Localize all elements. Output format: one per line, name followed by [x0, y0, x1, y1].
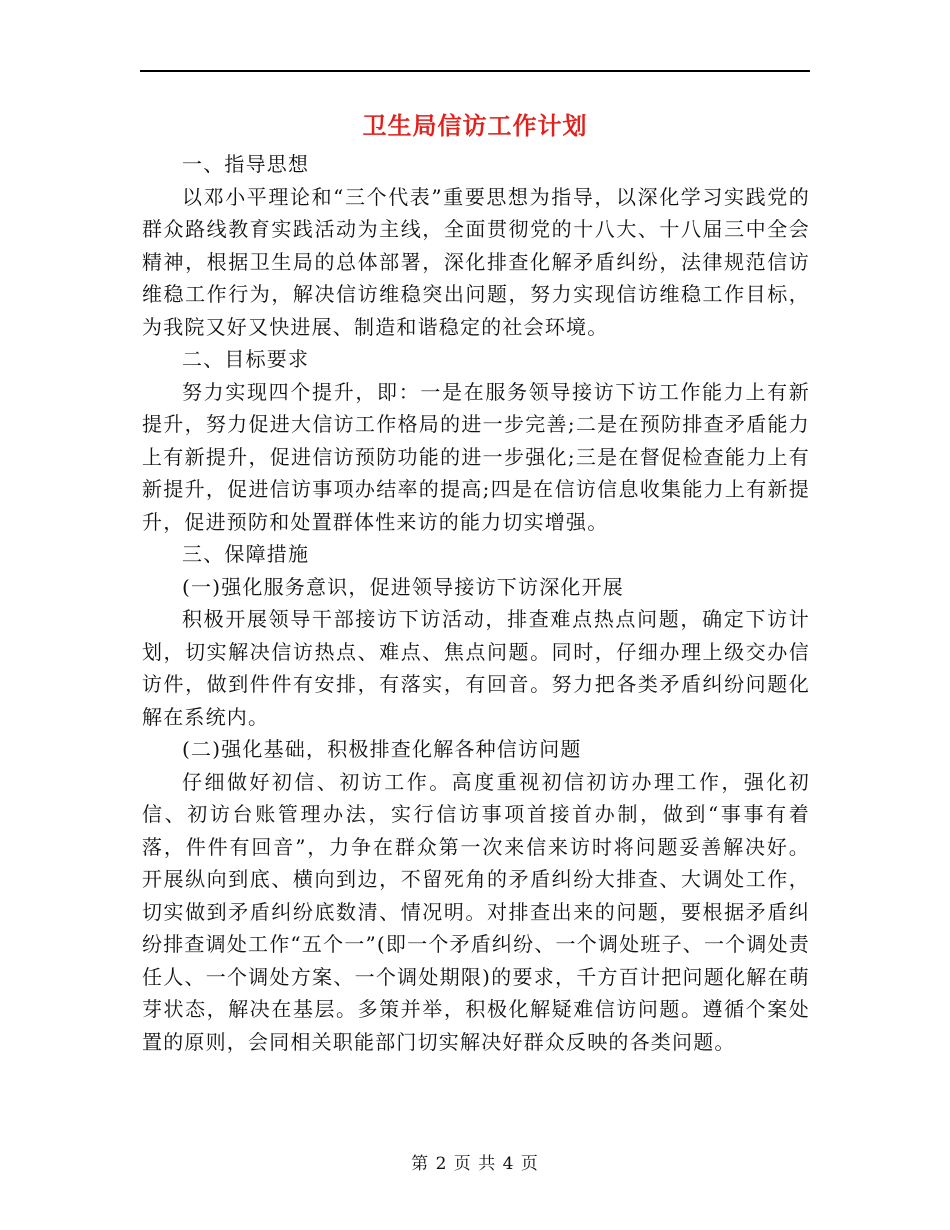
section-heading-guiding-ideology: 一、指导思想	[182, 152, 310, 176]
subheading-service-awareness: (一)强化服务意识，促进领导接访下访深化开展	[182, 574, 625, 599]
header-rule	[140, 70, 810, 72]
paragraph-guiding-ideology: 以邓小平理论和“三个代表”重要思想为指导，以深化学习实践党的群众路线教育实践活动为主线，全面贯彻党的十八大、十八届三中全会精神，根据卫生局的总体部署，深化排查化解矛盾纠纷，法律规范信访维稳工作行为，解决信访维稳突出问题，努力实现信访维稳工作目标，为我院又好又快进展、制造和谐稳定的社会环境。	[142, 184, 810, 339]
section-heading-measures: 三、保障措施	[182, 542, 310, 566]
subheading-strengthen-basics: (二)强化基础，积极排查化解各种信访问题	[182, 737, 582, 761]
paragraph-service-awareness: 积极开展领导干部接访下访活动，排查难点热点问题，确定下访计划，切实解决信访热点、难点、焦点问题。同时，仔细办理上级交办信访件，做到件件有安排，有落实，有回音。努力把各类矛盾纠纷问题化解在系统内。	[142, 607, 810, 729]
section-heading-goals: 二、目标要求	[182, 347, 310, 371]
paragraph-goals: 努力实现四个提升，即：一是在服务领导接访下访工作能力上有新提升，努力促进大信访工作格局的进一步完善;二是在预防排查矛盾能力上有新提升，促进信访预防功能的进一步强化;三是在督促检查能力上有新提升，促进信访事项办结率的提高;四是在信访信息收集能力上有新提升，促进预防和处置群体性来访的能力切实增强。	[142, 379, 810, 534]
document-title: 卫生局信访工作计划	[362, 111, 588, 140]
paragraph-strengthen-basics: 仔细做好初信、初访工作。高度重视初信初访办理工作，强化初信、初访台账管理办法，实行信访事项首接首办制，做到“事事有着落，件件有回音”，力争在群众第一次来信来访时将问题妥善解决好。开展纵向到底、横向到边，不留死角的矛盾纠纷大排查、大调处工作，切实做到矛盾纠纷底数清、情况明。对排查出来的问题，要根据矛盾纠纷排查调处工作“五个一”(即一个矛盾纠纷、一个调处班子、一个调处责任人、一个调处方案、一个调处期限)的要求，千方百计把问题化解在萌芽状态，解决在基层。多策并举，积极化解疑难信访问题。遵循个案处置的原则，会同相关职能部门切实解决好群众反映的各类问题。	[142, 769, 810, 1054]
document-body	[142, 148, 810, 1058]
page-number: 第 2 页 共 4 页	[411, 1154, 539, 1174]
